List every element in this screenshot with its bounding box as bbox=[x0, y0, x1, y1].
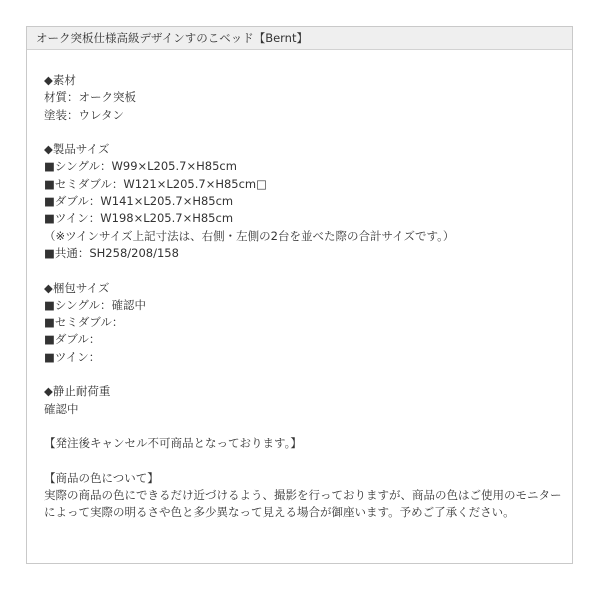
load-heading: ◆静止耐荷重 bbox=[44, 384, 111, 399]
size-line-semidouble: ■セミダブル：W121×L205.7×H85cm□ bbox=[44, 176, 267, 191]
package-line-single: ■シングル：確認中 bbox=[44, 297, 147, 312]
package-heading: ◆梱包サイズ bbox=[44, 280, 110, 295]
color-note-text: 実際の商品の色にできるだけ近づけるよう、撮影を行っておりますが、商品の色はご使用のモニターによって実際の明るさや色と多少異なって見える場合が御座います。予めご了承ください。 bbox=[44, 488, 562, 520]
spacer bbox=[44, 366, 562, 383]
size-note: （※ツインサイズ上記寸法は、右側・左側の2台を並べた際の合計サイズです。） bbox=[44, 228, 455, 243]
panel-title: オーク突板仕様高級デザインすのこベッド【Bernt】 bbox=[27, 27, 572, 50]
material-line: 材質：オーク突板 bbox=[44, 90, 136, 105]
spacer bbox=[44, 124, 562, 141]
spacer bbox=[44, 453, 562, 470]
size-line-double: ■ダブル：W141×L205.7×H85cm bbox=[44, 194, 234, 209]
package-line-twin: ■ツイン： bbox=[44, 349, 101, 364]
size-line-single: ■シングル：W99×L205.7×H85cm bbox=[44, 159, 237, 174]
cancel-notice: 【発注後キャンセル不可商品となっております。】 bbox=[44, 436, 302, 451]
size-line-common: ■共通：SH258/208/158 bbox=[44, 245, 179, 260]
package-line-double: ■ダブル： bbox=[44, 332, 101, 347]
spacer bbox=[44, 262, 562, 279]
load-value: 確認中 bbox=[44, 401, 79, 416]
size-heading: ◆製品サイズ bbox=[44, 142, 110, 157]
package-line-semidouble: ■セミダブル： bbox=[44, 315, 124, 330]
panel-body bbox=[27, 50, 572, 522]
material-heading: ◆素材 bbox=[44, 73, 76, 87]
size-line-twin: ■ツイン：W198×L205.7×H85cm bbox=[44, 211, 234, 226]
finish-line: 塗装：ウレタン bbox=[44, 107, 125, 122]
color-note-heading: 【商品の色について】 bbox=[44, 470, 159, 485]
product-info-panel bbox=[26, 26, 573, 564]
spacer bbox=[44, 418, 562, 435]
